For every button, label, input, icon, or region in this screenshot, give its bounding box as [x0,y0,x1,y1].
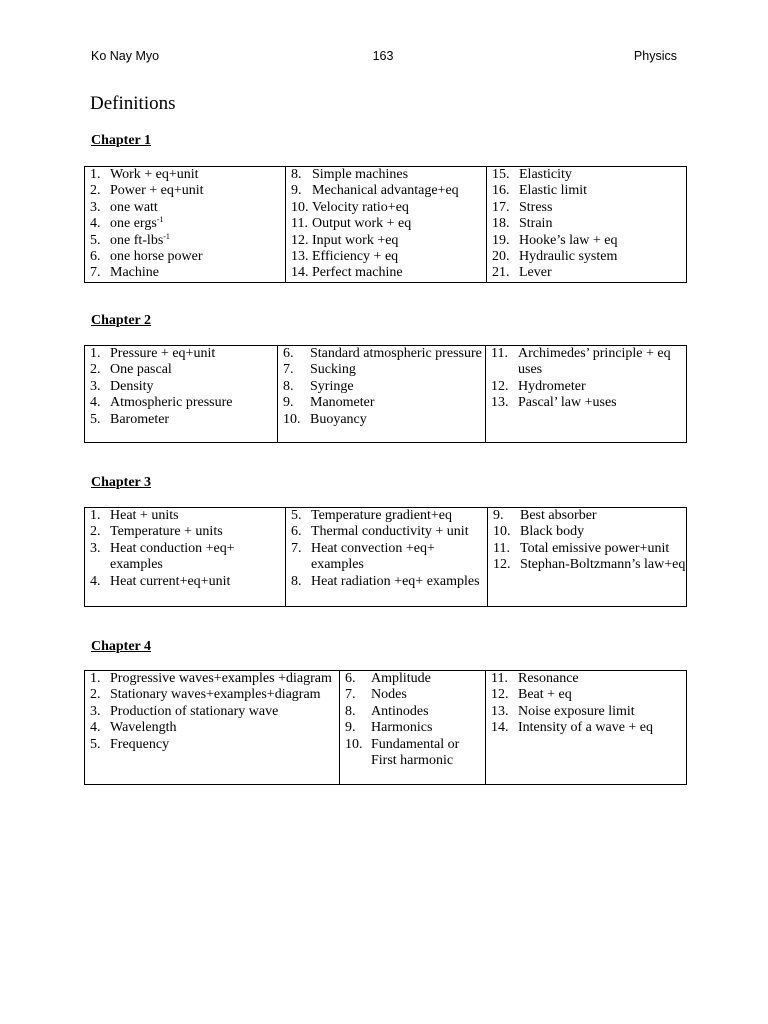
topic-item [291,233,486,249]
topic-number: 7. [90,265,101,281]
topic-number: 10. [493,524,511,540]
topic-text: Hooke’s law + eq [519,232,618,248]
topic-number: 4. [90,216,101,232]
topic-item [291,200,486,216]
topic-text: Progressive waves+examples +diagram [110,671,332,686]
topic-number: 5. [291,508,302,523]
topic-text: Frequency [110,736,170,752]
topic-number: 3. [90,378,101,394]
topic-column [85,508,286,607]
topic-column [286,167,487,283]
topic-number: 10. [291,199,309,215]
topic-number: 12. [491,687,509,703]
topic-text: Hydrometer [518,378,586,394]
topic-number: 2. [90,183,101,199]
topic-text: Temperature gradient+eq [311,508,453,523]
topic-number: 11. [491,346,508,361]
topic-text: Heat radiation +eq+ examples [311,573,480,589]
topic-number: 6. [90,249,101,265]
topic-text: Elastic limit [519,183,588,199]
topic-item [283,395,485,411]
topic-text: Black body [520,524,585,540]
topic-number: 7. [283,362,294,378]
topic-text: Sucking [310,362,356,378]
topic-number: 1. [90,346,101,361]
topic-text: Stephan-Boltzmann’s law+eq [520,557,686,573]
topic-text: Harmonics [371,720,433,736]
topic-number: 21. [492,265,510,281]
topic-number: 13. [291,249,309,265]
topic-text: Machine [110,265,159,281]
topic-column [278,346,486,443]
topic-number: 8. [291,167,302,182]
topic-text: Heat current+eq+unit [110,573,231,589]
topic-number: 10. [283,411,301,427]
topic-text: Pascal’ law +uses [518,395,617,411]
topic-number: 1. [90,167,101,182]
topic-column [487,167,687,283]
topic-item [90,362,277,378]
topic-column [486,671,687,785]
topic-text: Heat conduction +eq+ examples [110,540,235,573]
topic-text: Heat + units [110,508,179,523]
topic-text: Temperature + units [110,524,223,540]
topic-text: Elasticity [519,167,572,182]
topic-number: 9. [291,183,302,199]
topic-item [283,379,485,395]
topic-item [90,574,285,590]
topic-number: 7. [345,687,356,703]
topic-item [283,412,485,428]
topic-item [90,346,277,362]
topic-item [291,541,487,574]
topic-item [90,720,339,736]
topic-text: one watt [110,199,158,215]
topic-item [90,167,285,183]
topic-text: One pascal [110,362,172,378]
topic-text: Total emissive power+unit [520,540,670,556]
topic-text: Atmospheric pressure [110,395,233,411]
topic-text: Work + eq+unit [110,167,199,182]
topic-item [90,524,285,540]
topic-number: 6. [291,524,302,540]
topic-item [491,687,686,703]
topic-item [283,346,485,362]
topic-text: Resonance [518,671,579,686]
topic-item [493,557,686,573]
topic-text: Input work +eq [312,232,399,248]
topic-text: Wavelength [110,720,177,736]
topic-text: Thermal conductivity + unit [311,524,469,540]
topic-text: Mechanical advantage+eq [312,183,459,199]
topic-item [291,508,487,524]
topic-text: one horse power [110,249,203,265]
topic-number: 4. [90,720,101,736]
topic-item [345,671,485,687]
topic-number: 15. [492,167,510,182]
topic-number: 6. [345,671,356,686]
topic-item [291,216,486,232]
topic-number: 3. [90,540,101,556]
topic-item [90,249,285,265]
topic-item [493,524,686,540]
chapter-4-heading: Chapter 4 [91,639,152,654]
topic-text: Manometer [310,395,375,411]
topic-item [493,508,686,524]
topic-text: Syringe [310,378,354,394]
topic-item [90,379,277,395]
topic-column [85,346,278,443]
topic-column [340,671,486,785]
topic-text: Strain [519,216,553,232]
topic-text: Best absorber [520,508,597,523]
topic-number: 1. [90,671,101,686]
topic-item [90,265,285,281]
topic-item [90,216,285,232]
topic-text: Amplitude [371,671,431,686]
topic-number: 14. [291,265,309,281]
topic-text: Velocity ratio+eq [312,199,409,215]
topic-item [345,737,485,770]
topic-number: 5. [90,736,101,752]
topic-item [283,362,485,378]
topic-item [492,265,686,281]
topic-text: Noise exposure limit [518,703,635,719]
topic-number: 4. [90,573,101,589]
topic-text: Heat convection +eq+ examples [311,540,435,573]
topic-item [492,216,686,232]
header-author: Ko Nay Myo [91,49,160,63]
topic-number: 6. [283,346,294,361]
topic-text: Production of stationary wave [110,703,279,719]
topic-number: 10. [345,736,363,752]
topic-item [492,249,686,265]
topic-superscript: -1 [163,231,170,241]
topic-item [291,249,486,265]
topic-number: 2. [90,524,101,540]
topic-item [345,720,485,736]
topic-column [85,167,286,283]
topic-text: one ft-lbs [110,232,164,248]
topic-number: 14. [491,720,509,736]
topic-number: 12. [493,557,511,573]
topic-item [491,379,686,395]
topic-number: 3. [90,703,101,719]
topic-number: 3. [90,199,101,215]
topic-item [492,183,686,199]
topic-item [291,183,486,199]
topic-text: Pressure + eq+unit [110,346,216,361]
topic-text: Stress [519,199,553,215]
chapter-2-table [84,345,687,443]
topic-item [90,671,339,687]
topic-item [491,346,686,379]
topic-column [85,671,340,785]
topic-item [291,167,486,183]
topic-item [345,704,485,720]
topic-item [90,183,285,199]
page-title: Definitions [90,93,176,114]
topic-number: 5. [90,411,101,427]
topic-item [291,524,487,540]
topic-text: Nodes [371,687,407,703]
topic-number: 5. [90,232,101,248]
topic-item [90,200,285,216]
topic-number: 13. [491,395,509,411]
topic-number: 1. [90,508,101,523]
topic-number: 20. [492,249,510,265]
chapter-2-heading: Chapter 2 [91,313,152,328]
topic-column [488,508,687,607]
topic-number: 13. [491,703,509,719]
chapter-1-heading: Chapter 1 [91,133,152,148]
topic-number: 8. [291,573,302,589]
topic-item [492,233,686,249]
topic-item [291,574,487,590]
topic-number: 11. [493,540,510,556]
topic-number: 12. [491,378,509,394]
topic-number: 2. [90,362,101,378]
topic-item [90,541,285,574]
topic-number: 12. [291,232,309,248]
topic-number: 19. [492,232,510,248]
topic-item [493,541,686,557]
topic-text: Beat + eq [518,687,572,703]
topic-number: 8. [345,703,356,719]
topic-text: Power + eq+unit [110,183,204,199]
topic-text: Lever [519,265,552,281]
chapter-3-heading: Chapter 3 [91,475,152,490]
chapter-4-table [84,670,687,785]
topic-number: 17. [492,199,510,215]
chapter-3-table [84,507,687,607]
topic-text: Intensity of a wave + eq [518,720,654,736]
topic-text: Efficiency + eq [312,249,399,265]
topic-number: 8. [283,378,294,394]
topic-item [90,508,285,524]
topic-text: Antinodes [371,703,429,719]
topic-item [491,704,686,720]
topic-item [492,167,686,183]
topic-superscript: -1 [156,215,164,225]
topic-item [345,687,485,703]
topic-number: 4. [90,395,101,411]
topic-column [286,508,488,607]
topic-text: Perfect machine [312,265,403,281]
topic-number: 18. [492,216,510,232]
topic-item [90,704,339,720]
topic-text: Hydraulic system [519,249,618,265]
topic-number: 9. [283,395,294,411]
topic-text: Standard atmospheric pressure [310,346,482,361]
topic-item [491,395,686,411]
topic-item [491,720,686,736]
topic-number: 9. [493,508,504,523]
topic-item [491,671,686,687]
topic-text: Archimedes’ principle + eq uses [518,346,671,378]
topic-item [291,265,486,281]
topic-text: Stationary waves+examples+diagram [110,687,321,703]
topic-text: Density [110,378,154,394]
topic-number: 11. [491,671,508,686]
topic-item [90,412,277,428]
header-subject: Physics [633,49,677,63]
topic-item [90,737,339,753]
topic-number: 9. [345,720,356,736]
topic-text: one ergs [110,216,157,232]
topic-text: Simple machines [312,167,409,182]
topic-number: 11. [291,216,308,232]
topic-item [90,687,339,703]
topic-number: 7. [291,540,302,556]
topic-number: 16. [492,183,510,199]
header-page-number: 163 [372,49,394,63]
topic-column [486,346,687,443]
topic-item [90,233,285,249]
topic-item [90,395,277,411]
topic-number: 2. [90,687,101,703]
topic-text: Output work + eq [312,216,412,232]
topic-text: Fundamental or First harmonic [371,736,460,769]
topic-text: Barometer [110,411,170,427]
topic-text: Buoyancy [310,411,367,427]
topic-item [492,200,686,216]
chapter-1-table [84,166,687,283]
